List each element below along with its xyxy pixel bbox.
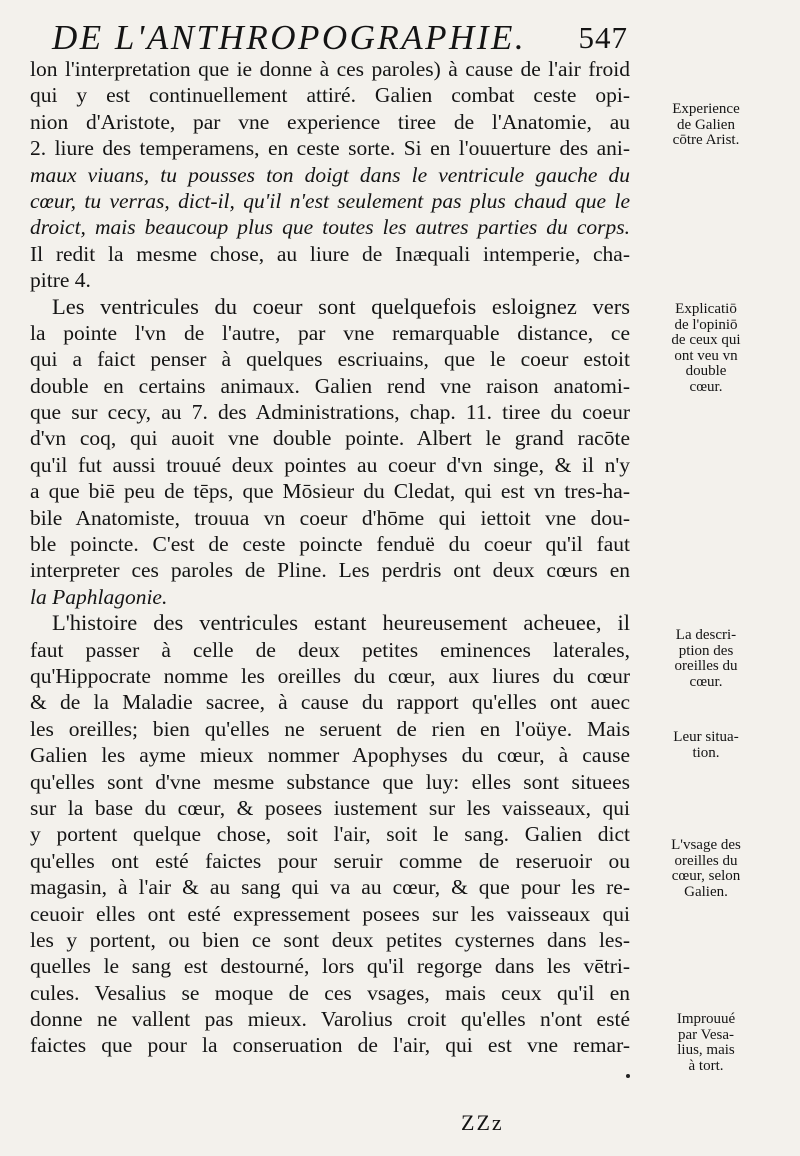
text-line: les y portent, ou bien ce sont deux petites cysternes dans les- bbox=[30, 927, 630, 952]
margin-note-line: Explicatiō bbox=[675, 301, 737, 317]
margin-note bbox=[620, 628, 792, 690]
margin-note-line: par Vesa- bbox=[678, 1026, 734, 1043]
margin-note-line: lius, mais bbox=[677, 1042, 735, 1058]
body-text bbox=[30, 56, 630, 1059]
margin-note-line: à tort. bbox=[688, 1057, 724, 1074]
text-line: droict, mais beaucoup plus que toutes les autres parties du corps. bbox=[30, 215, 630, 240]
text-line: la Paphlagonie. bbox=[30, 584, 168, 609]
margin-note-line: double bbox=[685, 363, 727, 379]
text-line: lon l'interpretation que ie donne à ces paroles) à cause de l'air froid bbox=[30, 57, 630, 81]
page-number: 547 bbox=[578, 20, 628, 55]
margin-note-line: Galien. bbox=[684, 883, 728, 900]
text-line: L'histoire des ventricules estant heureusement acheuee, il bbox=[52, 610, 630, 636]
text-line: qu'Hippocrate nomme les oreilles du cœur, aux liures du cœur bbox=[30, 663, 630, 688]
margin-note bbox=[620, 302, 792, 395]
text-line: bile Anatomiste, trouua vn coeur d'hōme qui iettoit vne dou- bbox=[30, 505, 630, 530]
text-line: a que biē peu de tēps, que Mōsieur du Cledat, qui est vn tres-ha- bbox=[30, 479, 630, 504]
page-header bbox=[40, 14, 630, 60]
margin-note-line: de ceux qui bbox=[671, 332, 741, 348]
text-line: Il redit la mesme chose, au liure de Inæquali intemperie, cha- bbox=[30, 241, 630, 266]
text-line: Les ventricules du coeur sont quelquefois esloignez vers bbox=[52, 293, 630, 319]
text-line: sur la base du cœur, & posees iustement sur les vaisseaux, qui bbox=[30, 795, 630, 820]
margin-note-line: oreilles du bbox=[674, 852, 738, 869]
text-line: pitre 4. bbox=[30, 268, 91, 293]
text-line: Galien les ayme mieux nommer Apophyses du cœur, à cause bbox=[30, 743, 630, 768]
ink-speck bbox=[626, 1074, 630, 1078]
margin-note-line: cōtre Arist. bbox=[672, 132, 740, 148]
margin-note bbox=[620, 102, 792, 149]
margin-note-line: cœur, selon bbox=[671, 868, 741, 884]
text-line: faut passer à celle de deux petites eminences laterales, bbox=[30, 637, 630, 662]
text-line: maux viuans, tu pousses ton doigt dans le ventricule gauche du bbox=[30, 162, 630, 187]
margin-note-line: de l'opiniō bbox=[674, 316, 738, 333]
text-line: y portent quelque chose, soit l'air, soit le sang. Galien dict bbox=[30, 822, 630, 847]
text-line: qu'elles sont d'vne mesme substance que luy: elles sont situees bbox=[30, 769, 630, 794]
margin-note-line: tion. bbox=[692, 744, 720, 761]
margin-note-line: oreilles du bbox=[674, 658, 738, 674]
text-line: qu'elles ont esté faictes pour seruir comme de reseruoir ou bbox=[30, 848, 630, 873]
text-line: magasin, à l'air & au sang qui va au cœur, & que pour les re- bbox=[30, 875, 630, 900]
margin-note-line: Leur situa- bbox=[673, 729, 739, 745]
text-line: qui a faict penser à quelques escriuains, que le coeur estoit bbox=[30, 347, 630, 372]
text-line: ceuoir elles ont esté expressement posees sur les vaisseaux qui bbox=[30, 901, 630, 926]
margin-note bbox=[620, 838, 792, 900]
text-line: ble poincte. C'est de ceste poincte fenduë du coeur qu'il faut bbox=[30, 532, 630, 557]
margin-note-line: cœur. bbox=[689, 378, 723, 395]
text-line: nion d'Aristote, par vne experience tiree de l'Anatomie, au bbox=[30, 109, 630, 134]
text-line: & de la Maladie sacree, à cause du rapport qu'elles ont auec bbox=[30, 690, 630, 715]
margin-note-line: L'vsage des bbox=[671, 837, 741, 853]
running-title: DE L'ANTHROPOGRAPHIE. bbox=[52, 18, 527, 57]
text-line: double en certains animaux. Galien rend vne raison anatomi- bbox=[30, 373, 630, 398]
text-line: les oreilles; bien qu'elles ne seruent de rien en l'oüye. Mais bbox=[30, 716, 630, 741]
text-line: qui y est continuellement attiré. Galien combat ceste opi- bbox=[30, 83, 630, 108]
text-line: quelles le sang est destourné, lors qu'il regorge dans les vētri- bbox=[30, 954, 630, 979]
margin-note-line: ont veu vn bbox=[674, 347, 738, 364]
signature-mark: ZZz bbox=[461, 1110, 504, 1135]
margin-note-line: cœur. bbox=[689, 673, 723, 690]
margin-note-line: Improuué bbox=[676, 1011, 736, 1027]
text-line: 2. liure des temperamens, en ceste sorte. Si en l'ouuerture des ani- bbox=[30, 136, 630, 161]
margin-note-line: Experience bbox=[672, 101, 740, 117]
margin-note bbox=[620, 1012, 792, 1074]
text-line: d'vn coq, qui auoit vne double pointe. Albert le grand racōte bbox=[30, 426, 630, 451]
text-line: cœur, tu verras, dict-il, qu'il n'est seulement pas plus chaud que le bbox=[30, 188, 630, 213]
text-line: interpreter ces paroles de Pline. Les perdris ont deux cœurs en bbox=[30, 558, 630, 583]
text-line: faictes que pour la conseruation de l'air, qui est vne remar- bbox=[30, 1033, 630, 1058]
text-line: que sur cecy, au 7. des Administrations, chap. 11. tiree du coeur bbox=[30, 400, 630, 425]
margin-note bbox=[620, 730, 792, 761]
text-line: cules. Vesalius se moque de ces vsages, mais ceux qu'il en bbox=[30, 980, 630, 1005]
text-line: donne ne vallent pas mieux. Varolius croit qu'elles n'ont esté bbox=[30, 1007, 630, 1032]
text-line: qu'il fut aussi trouué deux pointes au coeur d'vn singe, & il n'y bbox=[30, 452, 630, 477]
margin-note-line: de Galien bbox=[677, 116, 735, 133]
margin-note-line: ption des bbox=[678, 642, 734, 659]
text-line: la pointe l'vn de l'autre, par vne remarquable distance, ce bbox=[30, 320, 630, 345]
margin-note-line: La descri- bbox=[675, 627, 737, 643]
